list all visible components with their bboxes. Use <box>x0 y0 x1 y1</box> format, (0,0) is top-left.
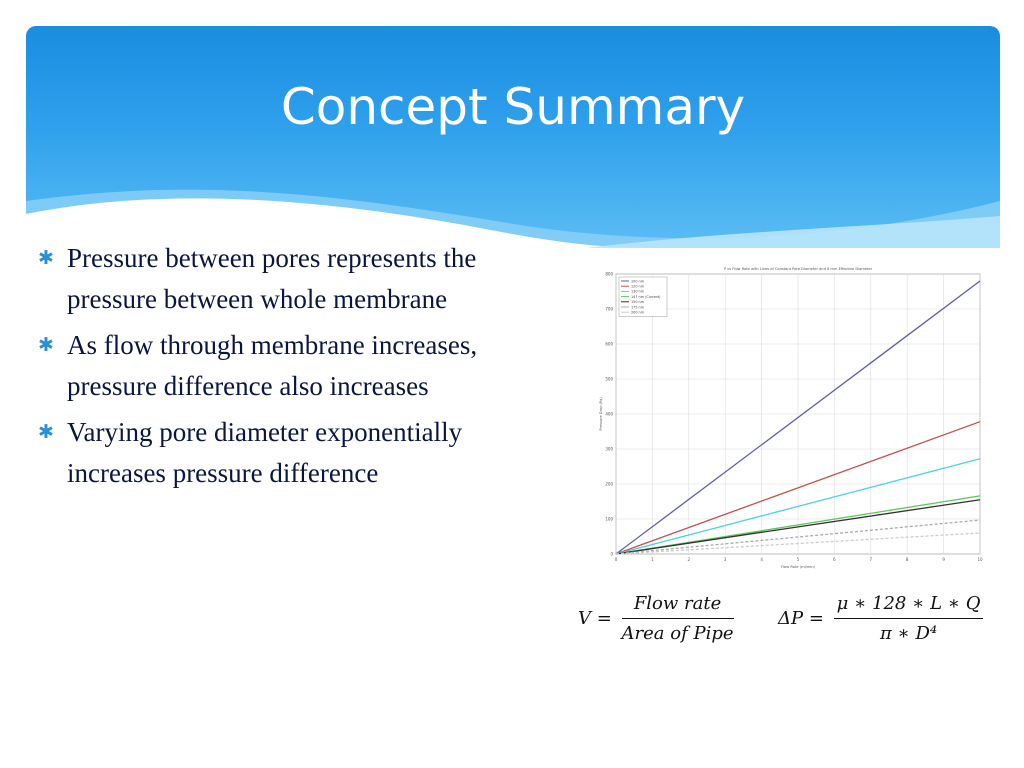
pressure-numerator: μ ∗ 128 ∗ L ∗ Q <box>834 593 984 619</box>
velocity-denominator: Area of Pipe <box>621 623 734 644</box>
asterisk-icon: ✱ <box>38 247 54 269</box>
asterisk-icon: ✱ <box>38 421 54 443</box>
y-tick-label: 500 <box>605 376 613 382</box>
y-tick-label: 700 <box>605 306 613 312</box>
legend-label: 147 nm (Current) <box>631 294 661 299</box>
y-axis-label: Pressure Drop (Pa) <box>599 397 603 431</box>
x-tick-label: 2 <box>687 557 691 562</box>
velocity-numerator: Flow rate <box>622 593 734 619</box>
x-tick-label: 4 <box>760 557 763 562</box>
x-tick-label: 10 <box>977 557 983 562</box>
legend-label: 200 nm <box>631 310 645 315</box>
pressure-denominator: π ∗ D⁴ <box>879 623 938 644</box>
bullet-item <box>38 412 550 493</box>
y-tick-label: 800 <box>605 271 613 277</box>
chart-title: P vs Flow Rate with Lines of Constant Pore Diameter and 8 mm Effective Diameter <box>723 267 873 271</box>
header-wave-decoration <box>26 26 1000 248</box>
legend-label: 150 nm <box>631 300 645 305</box>
bullet-item <box>38 238 550 319</box>
velocity-equation <box>578 593 734 644</box>
y-tick-label: 0 <box>610 551 613 557</box>
legend-label: 100 nm <box>631 279 645 284</box>
bullet-text: As flow through membrane increases, pressure difference also increases <box>67 330 478 401</box>
legend-label: 130 nm <box>631 289 645 294</box>
y-tick-label: 200 <box>605 481 613 487</box>
x-tick-label: 3 <box>723 557 727 562</box>
legend-label: 175 nm <box>631 305 645 310</box>
legend-label: 120 nm <box>631 284 645 289</box>
y-tick-label: 600 <box>605 341 613 347</box>
slide-title: Concept Summary <box>280 78 746 136</box>
asterisk-icon: ✱ <box>38 334 54 356</box>
x-tick-label: 1 <box>651 557 654 562</box>
pressure-lhs: ΔP = <box>778 608 824 629</box>
pressure-fraction <box>834 593 984 644</box>
x-tick-label: 5 <box>796 557 800 562</box>
x-tick-label: 8 <box>905 557 909 562</box>
bullet-text: Varying pore diameter exponentially increases pressure difference <box>67 417 463 488</box>
y-tick-label: 100 <box>605 516 613 522</box>
x-tick-label: 7 <box>869 557 873 562</box>
y-tick-label: 400 <box>605 411 613 417</box>
bullet-text: Pressure between pores represents the pressure between whole membrane <box>67 243 477 314</box>
x-tick-label: 9 <box>942 557 945 562</box>
x-tick-label: 0 <box>614 557 618 562</box>
x-axis-label: Flow Rate (ml/min) <box>780 565 816 569</box>
x-tick-label: 6 <box>833 557 836 562</box>
pressure-equation <box>778 593 983 644</box>
title-banner <box>26 26 1000 248</box>
y-tick-label: 300 <box>605 446 613 452</box>
bullet-list <box>38 238 550 499</box>
velocity-lhs: V = <box>578 608 612 629</box>
pressure-flow-chart <box>590 262 986 574</box>
bullet-item <box>38 325 550 406</box>
velocity-fraction <box>622 593 734 644</box>
